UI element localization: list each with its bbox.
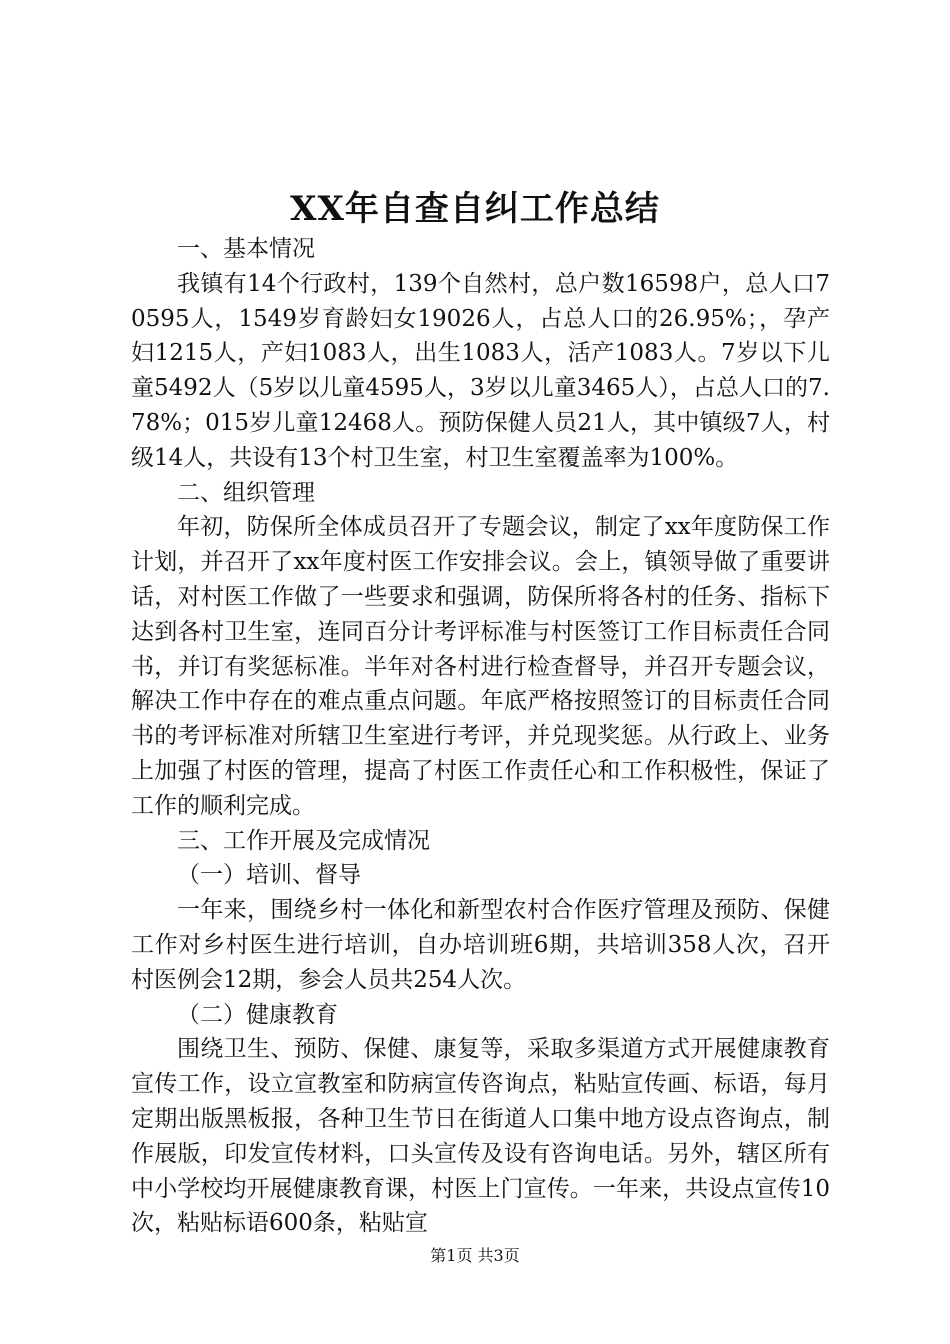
document-body [131, 232, 830, 1241]
paragraph-basic-situation: 我镇有14个行政村，139个自然村，总户数16598户，总人口70595人，1549岁育龄妇女19026人，占总人口的26.95%；，孕产妇1215人，产妇1083人，出生1083人，活产1083人。7岁以下儿童5492人（5岁以儿童4595人，3岁以儿童3465人），占总人口的7.78%；015岁儿童12468人。预防保健人员21人，其中镇级7人，村级14人，共设有13个村卫生室，村卫生室覆盖率为100%。 [131, 270, 830, 471]
subsection-heading-training: （一）培训、督导 [177, 862, 361, 889]
page-footer: 第1页 共3页 [430, 1246, 520, 1265]
section-heading-work-progress: 三、工作开展及完成情况 [177, 827, 430, 854]
section-heading-basic-situation: 一、基本情况 [177, 236, 315, 262]
section-heading-organization: 二、组织管理 [177, 479, 315, 506]
page-title: XX年自查自纠工作总结 [290, 189, 660, 229]
paragraph-training: 一年来，围绕乡村一体化和新型农村合作医疗管理及预防、保健工作对乡村医生进行培训，自办培训班6期，共培训358人次，召开村医例会12期，参会人员共254人次。 [131, 897, 830, 993]
paragraph-organization: 年初，防保所全体成员召开了专题会议，制定了xx年度防保工作计划，并召开了xx年度村医工作安排会议。会上，镇领导做了重要讲话，对村医工作做了一些要求和强调，防保所将各村的任务、指标下达到各村卫生室，连同百分计考评标准与村医签订工作目标责任合同书，并订有奖惩标准。半年对各村进行检查督导，并召开专题会议，解决工作中存在的难点重点问题。年底严格按照签订的目标责任合同书的考评标准对所辖卫生室进行考评，并兑现奖惩。从行政上、业务上加强了村医的管理，提高了村医工作责任心和工作积极性，保证了工作的顺利完成。 [131, 514, 830, 819]
subsection-heading-health-education: （二）健康教育 [177, 1001, 338, 1028]
paragraph-health-education: 围绕卫生、预防、保健、康复等，采取多渠道方式开展健康教育宣传工作，设立宣教室和防病宣传咨询点，粘贴宣传画、标语，每月定期出版黑板报，各种卫生节日在街道人口集中地方设点咨询点，制作展版，印发宣传材料，口头宣传及设有咨询电话。另外，辖区所有中小学校均开展健康教育课，村医上门宣传。一年来，共设点宣传10次，粘贴标语600条，粘贴宣 [131, 1036, 830, 1237]
